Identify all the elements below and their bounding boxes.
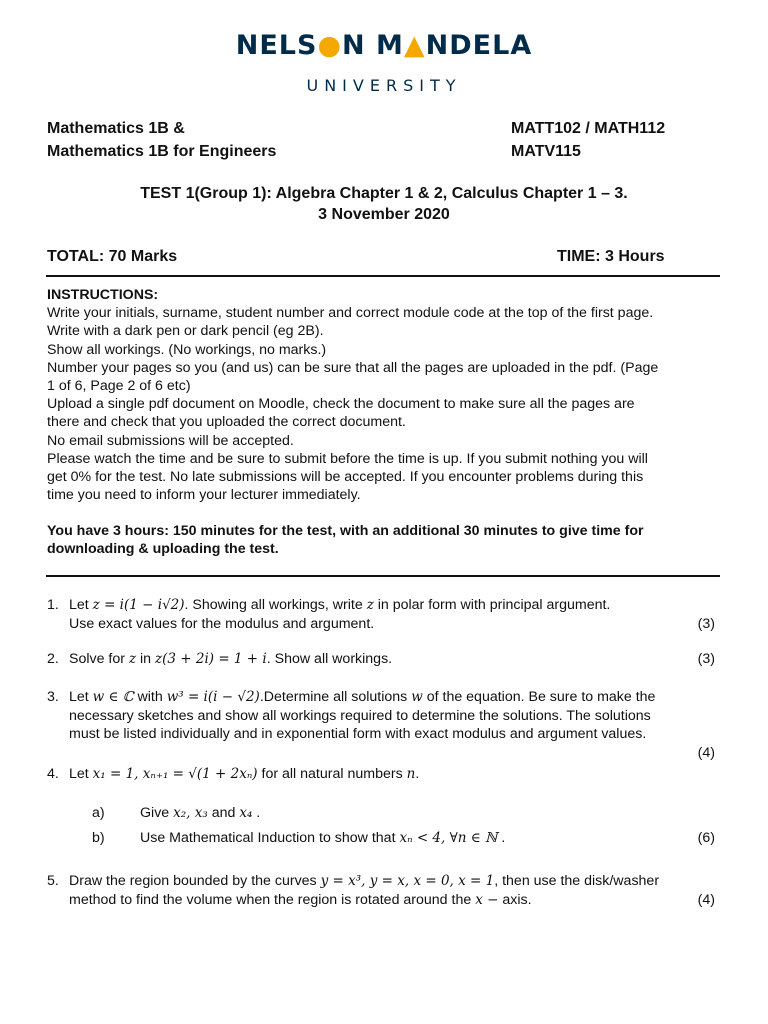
instruction-line: Number your pages so you (and us) can be sure that all the pages are uploaded in the pdf. (Page	[47, 359, 659, 376]
module-name-2: Mathematics 1B for Engineers	[47, 143, 277, 160]
q1-text: Use exact values for the modulus and argument.	[69, 615, 375, 632]
time-note	[47, 522, 727, 558]
q5-text: method to find the volume when the region is rotated around the	[69, 891, 476, 908]
q4-math: x₁ = 1, xₙ₊₁ = √(1 + 2xₙ)	[92, 766, 258, 782]
q1-math: z	[366, 597, 374, 613]
instruction-line: 1 of 6, Page 2 of 6 etc)	[47, 378, 191, 395]
q4b-text: Use Mathematical Induction to show that	[140, 830, 400, 846]
module-code-2: MATV115	[511, 143, 581, 160]
q4a-math: x₂, x₃	[173, 805, 208, 821]
divider-bottom	[46, 575, 720, 577]
university-logo	[0, 30, 768, 61]
q4a-text: Give	[140, 805, 174, 821]
q2-marks: (3)	[697, 651, 715, 667]
subquestion-label: b)	[92, 830, 105, 846]
test-date: 3 November 2020	[318, 206, 450, 223]
total-marks	[47, 248, 177, 266]
q1-text: in polar form with principal argument.	[373, 597, 611, 613]
instruction-line: get 0% for the test. No late submissions will be accepted. If you encounter problems during this	[47, 469, 644, 486]
question-2	[47, 650, 715, 669]
q2-math: z(3 + 2i) = 1 + i	[155, 651, 267, 667]
q4a-math: x₄	[239, 805, 253, 821]
logo-text-mid: N M	[342, 30, 404, 61]
time-note-line-2: downloading & uploading the test.	[47, 541, 279, 558]
question-1	[47, 596, 715, 633]
q2-text: . Show all workings.	[266, 651, 393, 667]
q3-math: w	[411, 689, 423, 705]
logo-subtitle: UNIVERSITY	[306, 76, 462, 95]
question-4b	[92, 829, 715, 847]
q3-text: with	[133, 689, 167, 705]
divider-top	[46, 275, 720, 277]
question-number: 2.	[47, 651, 59, 667]
logo-text-left: NELS	[235, 30, 318, 61]
q3-text: of the equation. Be sure to make the	[422, 689, 656, 705]
logo-text-right: NDELA	[425, 30, 533, 61]
q4b-math: xₙ < 4, ∀n ∈ ℕ	[399, 830, 498, 846]
q3-marks: (4)	[697, 744, 715, 761]
q5-text: , then use the disk/washer	[494, 873, 660, 889]
q4-text: Let	[69, 766, 93, 782]
q4b-text: .	[497, 830, 506, 846]
question-4	[47, 765, 715, 784]
q1-text: Let	[69, 597, 93, 613]
instruction-line: Write with a dark pen or dark pencil (eg 2B).	[47, 323, 324, 340]
q5-text: axis.	[498, 891, 532, 908]
question-number: 5.	[47, 873, 59, 889]
q4-marks: (6)	[697, 830, 715, 846]
q3-text: necessary sketches and show all workings required to determine the solutions. The solutions	[69, 707, 651, 724]
time-label: TIME:	[557, 248, 601, 265]
instruction-line: Write your initials, surname, student number and correct module code at the top of the first page.	[47, 305, 654, 322]
subquestion-label: a)	[92, 805, 105, 821]
question-3	[47, 688, 715, 762]
time-value: 3 Hours	[605, 248, 665, 265]
module-name-1: Mathematics 1B &	[47, 120, 185, 137]
instruction-line: Please watch the time and be sure to submit before the time is up. If you submit nothing you will	[47, 450, 648, 467]
instructions-heading: INSTRUCTIONS:	[47, 287, 159, 303]
q3-text: must be listed individually and in exponential form with exact modulus and argument values.	[69, 726, 647, 742]
question-number: 4.	[47, 766, 59, 782]
q2-math: z	[128, 651, 137, 667]
q4-text: for all natural numbers	[257, 766, 407, 782]
q3-text: Let	[69, 689, 93, 705]
question-number: 3.	[47, 689, 59, 705]
total-value: 70 Marks	[108, 248, 178, 265]
q2-text: in	[136, 651, 155, 667]
test-title: TEST 1(Group 1): Algebra Chapter 1 & 2, Calculus Chapter 1 – 3.	[140, 185, 628, 202]
q5-text: Draw the region bounded by the curves	[69, 873, 321, 889]
instructions-block	[47, 286, 727, 504]
instruction-line: Show all workings. (No workings, no marks.)	[47, 341, 327, 358]
instruction-line: No email submissions will be accepted.	[47, 432, 294, 449]
q4-text: .	[415, 766, 420, 782]
question-number: 1.	[47, 597, 59, 613]
q3-text: .Determine all solutions	[259, 689, 412, 705]
q3-math: w ∈ ℂ	[92, 689, 134, 705]
instruction-line: Upload a single pdf document on Moodle, check the document to make sure all the pages are	[47, 396, 635, 413]
q1-text: . Showing all workings, write	[184, 597, 367, 613]
q5-math: x −	[475, 891, 499, 908]
q4a-text: and	[207, 805, 240, 821]
q3-math: w³ = i(i − √2)	[166, 689, 260, 705]
q4-math: n	[406, 766, 416, 782]
module-code-1: MATT102 / MATH112	[511, 120, 666, 137]
logo-sun-icon: ●	[317, 30, 343, 61]
q1-marks: (3)	[697, 615, 715, 632]
q5-math: y = x³, y = x, x = 0, x = 1	[320, 873, 495, 889]
instruction-line: time you need to inform your lecturer immediately.	[47, 487, 361, 504]
instruction-line: there and check that you uploaded the correct document.	[47, 414, 406, 431]
question-5	[47, 872, 715, 909]
logo-triangle-icon: ▲	[403, 30, 426, 61]
test-time	[557, 248, 665, 266]
total-label: TOTAL:	[47, 248, 105, 265]
time-note-line-1: You have 3 hours: 150 minutes for the test, with an additional 30 minutes to give time for	[47, 523, 644, 539]
q1-math: z = i(1 − i√2)	[92, 597, 185, 613]
q5-marks: (4)	[697, 891, 715, 908]
q4a-text: .	[252, 805, 261, 821]
q2-text: Solve for	[69, 651, 129, 667]
question-4a	[92, 804, 715, 822]
